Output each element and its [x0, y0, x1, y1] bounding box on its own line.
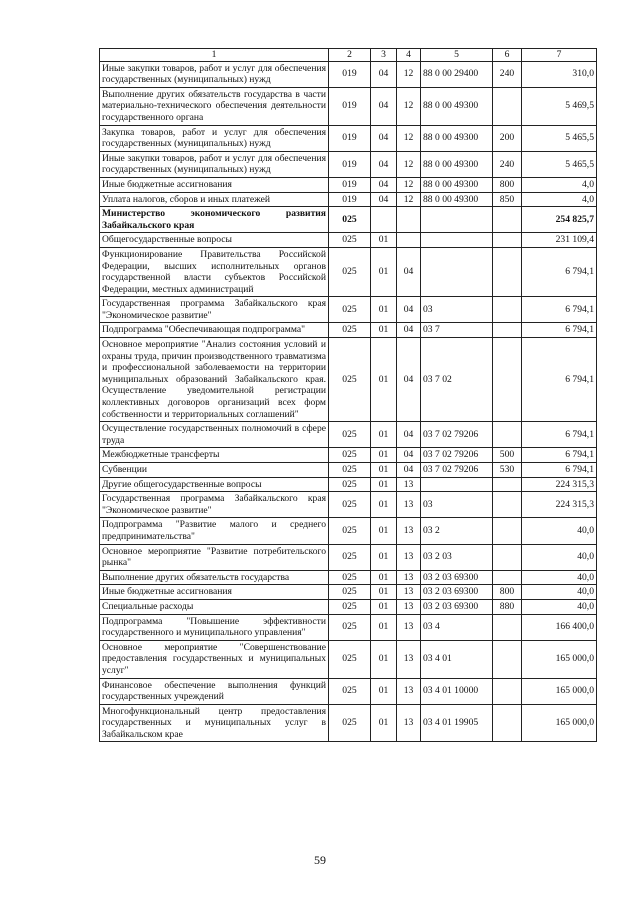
row-name: Иные бюджетные ассигнования	[100, 177, 329, 192]
row-pr: 13	[397, 492, 421, 518]
row-sum: 4,0	[522, 192, 597, 207]
header-col-7: 7	[522, 49, 597, 62]
row-vr: 240	[493, 151, 522, 177]
header-col-1: 1	[100, 49, 329, 62]
row-sum: 224 315,3	[522, 492, 597, 518]
row-name: Выполнение других обязательств государства в части материально-технического обеспечения деятельности государственного органа	[100, 87, 329, 125]
row-name: Иные закупки товаров, работ и услуг для обеспечения государственных (муниципальных) нужд	[100, 61, 329, 87]
row-name: Многофункциональный центр предоставления государственных и муниципальных услуг в Забайкальском крае	[100, 704, 329, 742]
table-row	[100, 177, 597, 192]
row-sum: 4,0	[522, 177, 597, 192]
row-ved: 025	[329, 297, 371, 323]
row-pr: 13	[397, 640, 421, 678]
row-name: Государственная программа Забайкальского края "Экономическое развитие"	[100, 492, 329, 518]
row-csr: 03	[421, 297, 493, 323]
row-csr: 88 0 00 49300	[421, 151, 493, 177]
table-row	[100, 448, 597, 463]
row-pr	[397, 207, 421, 233]
row-pr: 04	[397, 448, 421, 463]
table-row	[100, 422, 597, 448]
row-sum: 5 469,5	[522, 87, 597, 125]
row-csr	[421, 207, 493, 233]
row-name: Министерство экономического развития Забайкальского края	[100, 207, 329, 233]
row-pr: 04	[397, 463, 421, 478]
row-ved: 025	[329, 599, 371, 614]
row-vr	[493, 570, 522, 585]
row-ved: 025	[329, 477, 371, 492]
row-sum: 5 465,5	[522, 125, 597, 151]
row-rz: 01	[371, 323, 397, 338]
row-name: Выполнение других обязательств государства	[100, 570, 329, 585]
row-csr: 88 0 00 49300	[421, 192, 493, 207]
row-csr: 88 0 00 49300	[421, 87, 493, 125]
row-csr: 03 2 03 69300	[421, 585, 493, 600]
row-vr	[493, 323, 522, 338]
table-row	[100, 544, 597, 570]
row-sum: 40,0	[522, 585, 597, 600]
header-col-5: 5	[421, 49, 493, 62]
budget-table-container	[99, 48, 596, 742]
row-vr	[493, 704, 522, 742]
row-vr: 240	[493, 61, 522, 87]
row-pr: 13	[397, 599, 421, 614]
row-ved: 025	[329, 492, 371, 518]
row-csr: 03 2	[421, 518, 493, 544]
row-csr: 03 4 01	[421, 640, 493, 678]
row-ved: 025	[329, 640, 371, 678]
row-ved: 025	[329, 544, 371, 570]
row-rz: 01	[371, 585, 397, 600]
row-pr: 12	[397, 87, 421, 125]
row-csr: 03	[421, 492, 493, 518]
header-col-4: 4	[397, 49, 421, 62]
row-rz: 01	[371, 640, 397, 678]
row-sum: 6 794,1	[522, 422, 597, 448]
row-pr: 04	[397, 247, 421, 296]
row-csr: 03 4 01 19905	[421, 704, 493, 742]
row-rz: 04	[371, 192, 397, 207]
row-vr	[493, 297, 522, 323]
row-vr	[493, 518, 522, 544]
table-row	[100, 614, 597, 640]
row-pr: 04	[397, 323, 421, 338]
row-ved: 025	[329, 463, 371, 478]
row-csr: 88 0 00 49300	[421, 125, 493, 151]
table-row	[100, 492, 597, 518]
row-sum: 40,0	[522, 570, 597, 585]
table-row	[100, 463, 597, 478]
row-csr: 03 7 02 79206	[421, 463, 493, 478]
row-name: Государственная программа Забайкальского края "Экономическое развитие"	[100, 297, 329, 323]
row-rz: 01	[371, 599, 397, 614]
table-row	[100, 87, 597, 125]
row-pr: 12	[397, 61, 421, 87]
row-name: Общегосударственные вопросы	[100, 233, 329, 248]
row-ved: 025	[329, 570, 371, 585]
row-vr	[493, 492, 522, 518]
row-rz: 04	[371, 151, 397, 177]
row-rz: 04	[371, 87, 397, 125]
row-vr	[493, 678, 522, 704]
row-vr	[493, 614, 522, 640]
row-sum: 5 465,5	[522, 151, 597, 177]
row-csr: 88 0 00 49300	[421, 177, 493, 192]
row-vr	[493, 477, 522, 492]
row-rz: 04	[371, 177, 397, 192]
table-row	[100, 233, 597, 248]
row-pr: 13	[397, 544, 421, 570]
table-row	[100, 247, 597, 296]
row-sum: 224 315,3	[522, 477, 597, 492]
header-col-2: 2	[329, 49, 371, 62]
row-ved: 019	[329, 151, 371, 177]
row-name: Осуществление государственных полномочий в сфере труда	[100, 422, 329, 448]
row-ved: 025	[329, 207, 371, 233]
row-name: Финансовое обеспечение выполнения функций государственных учреждений	[100, 678, 329, 704]
table-row	[100, 570, 597, 585]
row-sum: 6 794,1	[522, 247, 597, 296]
row-sum: 6 794,1	[522, 338, 597, 422]
row-csr: 03 2 03 69300	[421, 599, 493, 614]
row-sum: 6 794,1	[522, 448, 597, 463]
row-sum: 6 794,1	[522, 323, 597, 338]
row-vr	[493, 247, 522, 296]
row-rz: 01	[371, 492, 397, 518]
row-rz: 01	[371, 448, 397, 463]
row-pr: 13	[397, 614, 421, 640]
row-csr: 88 0 00 29400	[421, 61, 493, 87]
row-name: Основное мероприятие "Совершенствование предоставления государственных и муниципальных услуг"	[100, 640, 329, 678]
row-vr: 530	[493, 463, 522, 478]
table-row	[100, 640, 597, 678]
row-sum: 165 000,0	[522, 704, 597, 742]
row-name: Субвенции	[100, 463, 329, 478]
table-body	[100, 61, 597, 742]
row-rz: 01	[371, 678, 397, 704]
row-name: Иные бюджетные ассигнования	[100, 585, 329, 600]
row-vr	[493, 544, 522, 570]
row-vr	[493, 640, 522, 678]
row-rz: 01	[371, 614, 397, 640]
row-sum: 165 000,0	[522, 678, 597, 704]
row-ved: 025	[329, 233, 371, 248]
row-vr: 200	[493, 125, 522, 151]
row-name: Подпрограмма "Повышение эффективности государственного и муниципального управления"	[100, 614, 329, 640]
row-pr: 13	[397, 585, 421, 600]
row-ved: 025	[329, 338, 371, 422]
row-ved: 019	[329, 87, 371, 125]
row-csr: 03 7	[421, 323, 493, 338]
row-ved: 025	[329, 678, 371, 704]
row-pr: 12	[397, 192, 421, 207]
row-csr: 03 7 02 79206	[421, 448, 493, 463]
row-name: Иные закупки товаров, работ и услуг для обеспечения государственных (муниципальных) нужд	[100, 151, 329, 177]
row-pr: 12	[397, 125, 421, 151]
row-name: Специальные расходы	[100, 599, 329, 614]
row-rz: 01	[371, 477, 397, 492]
row-csr: 03 4	[421, 614, 493, 640]
row-sum: 40,0	[522, 518, 597, 544]
row-name: Функционирование Правительства Российской Федерации, высших исполнительных органов государственной власти субъектов Российской Федерации, местных администраций	[100, 247, 329, 296]
budget-table	[99, 48, 597, 742]
table-row	[100, 125, 597, 151]
row-pr: 13	[397, 518, 421, 544]
header-col-3: 3	[371, 49, 397, 62]
row-pr: 12	[397, 177, 421, 192]
table-row	[100, 323, 597, 338]
row-vr: 800	[493, 177, 522, 192]
row-vr	[493, 233, 522, 248]
row-vr	[493, 338, 522, 422]
row-ved: 019	[329, 61, 371, 87]
row-sum: 310,0	[522, 61, 597, 87]
table-row	[100, 207, 597, 233]
row-sum: 6 794,1	[522, 463, 597, 478]
row-ved: 025	[329, 448, 371, 463]
header-row	[100, 49, 597, 62]
row-sum: 166 400,0	[522, 614, 597, 640]
row-pr: 13	[397, 678, 421, 704]
table-row	[100, 585, 597, 600]
row-vr: 800	[493, 585, 522, 600]
table-row	[100, 518, 597, 544]
row-ved: 025	[329, 704, 371, 742]
row-sum: 6 794,1	[522, 297, 597, 323]
row-pr: 04	[397, 422, 421, 448]
row-rz: 01	[371, 297, 397, 323]
row-ved: 025	[329, 585, 371, 600]
row-csr: 03 7 02	[421, 338, 493, 422]
row-csr: 03 2 03 69300	[421, 570, 493, 585]
row-pr	[397, 233, 421, 248]
row-sum: 40,0	[522, 544, 597, 570]
header-col-6: 6	[493, 49, 522, 62]
table-row	[100, 192, 597, 207]
table-row	[100, 338, 597, 422]
row-ved: 019	[329, 177, 371, 192]
row-rz: 01	[371, 518, 397, 544]
row-ved: 025	[329, 422, 371, 448]
row-rz: 04	[371, 125, 397, 151]
table-row	[100, 477, 597, 492]
row-pr: 12	[397, 151, 421, 177]
row-ved: 019	[329, 192, 371, 207]
row-rz: 01	[371, 704, 397, 742]
row-pr: 04	[397, 297, 421, 323]
row-rz: 04	[371, 61, 397, 87]
row-ved: 025	[329, 247, 371, 296]
page-number: 59	[314, 853, 326, 867]
row-pr: 13	[397, 704, 421, 742]
row-csr	[421, 477, 493, 492]
row-vr: 500	[493, 448, 522, 463]
row-name: Подпрограмма "Развитие малого и среднего предпринимательства"	[100, 518, 329, 544]
row-csr	[421, 233, 493, 248]
row-ved: 025	[329, 614, 371, 640]
row-name: Основное мероприятие "Анализ состояния условий и охраны труда, причин производственного травматизма и профессиональной заболеваемости на территории муниципальных образований Забайкальского края. Осуществление уведомительной регистрации коллективных договоров организаций всех форм собственности и территориальных соглашений"	[100, 338, 329, 422]
row-ved: 025	[329, 323, 371, 338]
row-pr: 13	[397, 570, 421, 585]
row-csr: 03 2 03	[421, 544, 493, 570]
row-vr: 850	[493, 192, 522, 207]
row-name: Уплата налогов, сборов и иных платежей	[100, 192, 329, 207]
row-vr	[493, 422, 522, 448]
table-row	[100, 678, 597, 704]
row-rz: 01	[371, 463, 397, 478]
row-name: Основное мероприятие "Развитие потребительского рынка"	[100, 544, 329, 570]
row-csr: 03 7 02 79206	[421, 422, 493, 448]
row-ved: 025	[329, 518, 371, 544]
row-csr: 03 4 01 10000	[421, 678, 493, 704]
row-name: Закупка товаров, работ и услуг для обеспечения государственных (муниципальных) нужд	[100, 125, 329, 151]
row-sum: 165 000,0	[522, 640, 597, 678]
row-vr: 880	[493, 599, 522, 614]
table-row	[100, 704, 597, 742]
row-rz: 01	[371, 422, 397, 448]
row-name: Подпрограмма "Обеспечивающая подпрограмма"	[100, 323, 329, 338]
row-vr	[493, 87, 522, 125]
row-pr: 04	[397, 338, 421, 422]
row-rz	[371, 207, 397, 233]
table-row	[100, 151, 597, 177]
table-row	[100, 599, 597, 614]
row-pr: 13	[397, 477, 421, 492]
row-csr	[421, 247, 493, 296]
row-vr	[493, 207, 522, 233]
row-name: Межбюджетные трансферты	[100, 448, 329, 463]
row-sum: 40,0	[522, 599, 597, 614]
row-sum: 231 109,4	[522, 233, 597, 248]
row-rz: 01	[371, 570, 397, 585]
row-rz: 01	[371, 338, 397, 422]
table-row	[100, 61, 597, 87]
table-row	[100, 297, 597, 323]
row-sum: 254 825,7	[522, 207, 597, 233]
row-ved: 019	[329, 125, 371, 151]
row-rz: 01	[371, 233, 397, 248]
row-name: Другие общегосударственные вопросы	[100, 477, 329, 492]
row-rz: 01	[371, 544, 397, 570]
row-rz: 01	[371, 247, 397, 296]
